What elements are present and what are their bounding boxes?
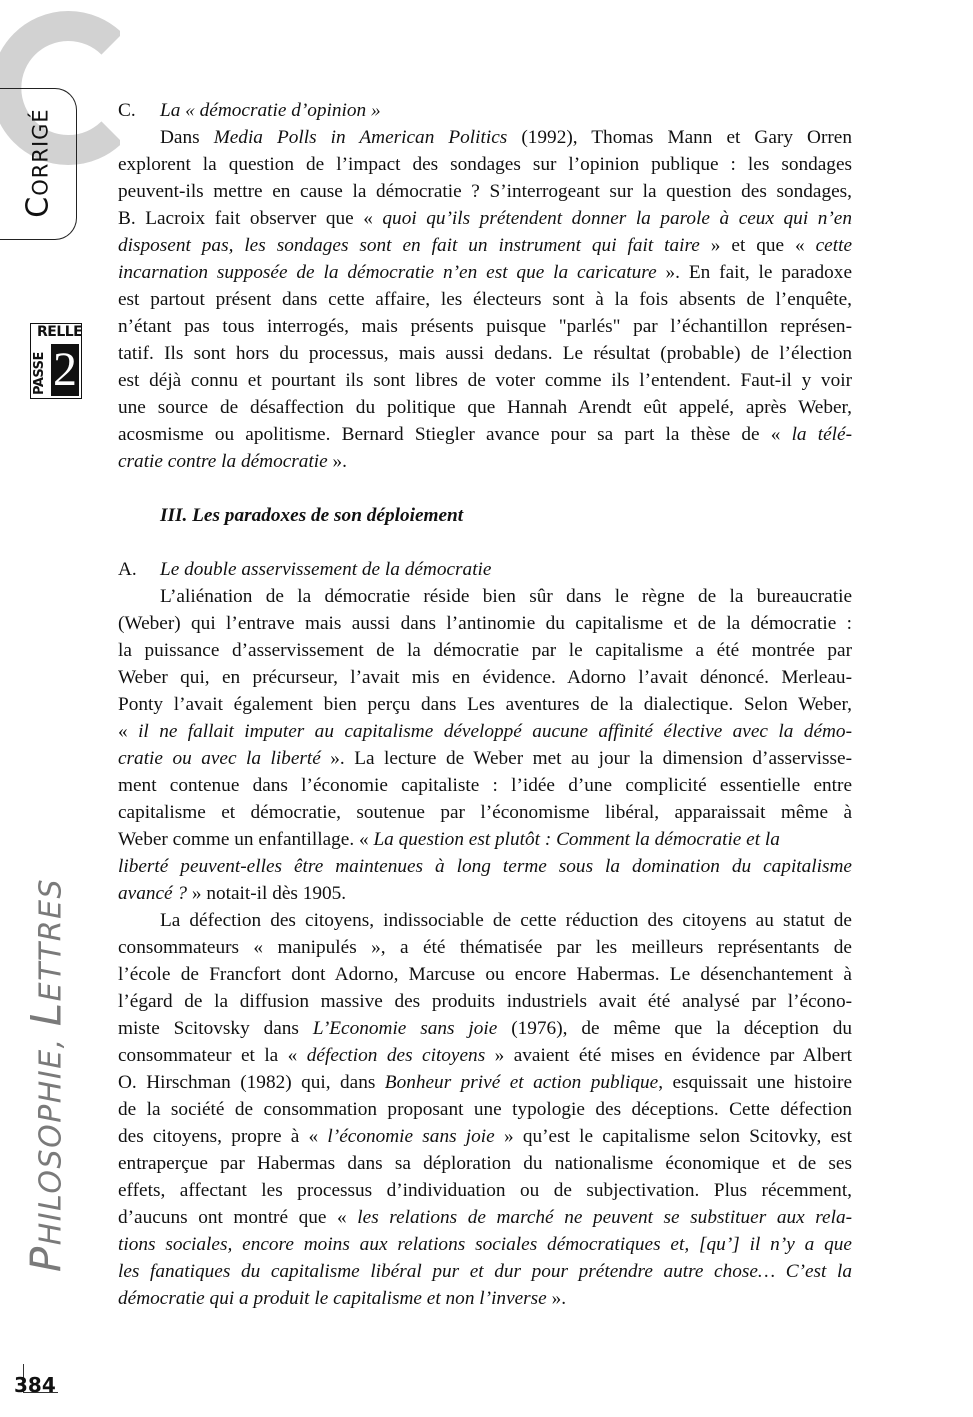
italic-text: défection des citoyens xyxy=(306,1045,486,1066)
text-line xyxy=(118,97,852,124)
corrige-cap: C xyxy=(20,195,56,218)
text-line xyxy=(118,772,852,799)
text-run: O. Hirschman (1982) qui, dans xyxy=(118,1072,385,1093)
italic-text: Le double asservissement de la démocratie xyxy=(160,559,492,580)
text-line xyxy=(118,880,852,907)
collection-text: ETTRES xyxy=(33,877,69,1002)
italic-text: la télé- xyxy=(791,424,852,445)
passerelle-2-logo xyxy=(30,323,82,399)
text-run: ». xyxy=(546,1288,567,1309)
logo-number: 2 xyxy=(53,343,77,396)
text-line xyxy=(118,1258,852,1285)
collection-title xyxy=(22,878,71,1272)
text-run: des citoyens, propre à « xyxy=(118,1126,328,1147)
text-line xyxy=(118,1285,852,1312)
text-run: « xyxy=(118,721,139,742)
section-label: C. xyxy=(118,100,136,121)
italic-text: incarnation supposée de la démocratie n’en est que la caricature xyxy=(118,262,657,283)
text-run: , esquissait une histoire xyxy=(658,1072,852,1093)
text-run: consommateur et la « xyxy=(118,1045,307,1066)
text-run: capitalisme et démocratie, soutenue par l’économisme libéral, apparaissait même à xyxy=(118,802,852,823)
text-line xyxy=(118,340,852,367)
text-run: d’aucuns ont montré que « xyxy=(118,1207,358,1228)
italic-text: cratie contre la démocratie xyxy=(118,451,328,472)
collection-text: HILOSOPHIE, xyxy=(33,1026,69,1246)
text-run: » qu’est le capitalisme selon Scitovky, est xyxy=(494,1126,853,1147)
italic-text: Media Polls in American Politics xyxy=(213,127,508,148)
text-run: (Weber) qui l’entrave mais aussi dans l’antinomie du capitalisme et de la démocratie : xyxy=(118,613,852,634)
text-run: » et que « xyxy=(699,235,816,256)
section-heading: III. Les paradoxes de son déploiement xyxy=(160,505,464,526)
text-line xyxy=(118,691,852,718)
text-run: ». La lecture de Weber met au jour la dimension d’asservisse- xyxy=(320,748,852,769)
text-run: tatif. Ils sont hors du processus, mais aussi dedans. Le résultat (probable) de l’élection xyxy=(118,343,852,364)
text-run: (1976), de même que la déception du xyxy=(497,1018,853,1039)
text-run: consommateurs « manipulés », a été thématisée par les meilleurs représentants de xyxy=(118,937,852,958)
text-line xyxy=(118,286,852,313)
text-run: Ponty l’avait également bien perçu dans Les aventures de la dialectique. Selon Weber, xyxy=(118,694,852,715)
italic-text: il ne fallait imputer au capitalisme développé aucune affinité élective avec la démo- xyxy=(138,721,852,742)
text-line xyxy=(118,718,852,745)
corrige-label xyxy=(21,108,56,217)
text-line xyxy=(118,583,852,610)
text-run: Dans xyxy=(160,127,214,148)
logo-passe: PASSE xyxy=(32,352,47,395)
italic-text: avancé ? xyxy=(118,883,188,904)
text-run: une source de désaffection du politique que Hannah Arendt eût appelé, après Weber, xyxy=(118,397,852,418)
text-line xyxy=(118,1042,852,1069)
text-line xyxy=(118,934,852,961)
text-line xyxy=(118,1069,852,1096)
text-run: » avaient été mises en évidence par Albert xyxy=(485,1045,852,1066)
text-run: (1992), Thomas Mann et Gary Orren xyxy=(507,127,852,148)
page-number: 384 xyxy=(14,1373,56,1397)
text-line xyxy=(118,826,852,853)
text-line xyxy=(118,664,852,691)
text-run: la puissance d’asservissement de la démocratie par le capitalisme a été montrée par xyxy=(118,640,852,661)
italic-text: les fanatiques du capitalisme libéral pur et dur pour prétendre autre chose… C’est la xyxy=(118,1261,852,1282)
text-line xyxy=(118,1204,852,1231)
text-run: explorent la question de l’impact des sondages sur l’opinion publique : les sondages xyxy=(118,154,852,175)
text-run: miste Scitovsky dans xyxy=(118,1018,313,1039)
text-line xyxy=(118,1150,852,1177)
italic-text: cratie ou avec la liberté xyxy=(118,748,321,769)
text-run: ». xyxy=(327,451,347,472)
text-run: Weber comme un enfantillage. « xyxy=(118,829,374,850)
logo-relle: RELLE xyxy=(37,324,83,340)
collection-cap: L xyxy=(21,1001,71,1027)
text-line xyxy=(118,1015,852,1042)
text-line xyxy=(118,853,852,880)
italic-text: l’économie sans joie xyxy=(327,1126,495,1147)
text-run: acosmisme ou apolitisme. Bernard Stiegler avance pour sa part la thèse de « xyxy=(118,424,792,445)
text-run: est partout présent dans cette affaire, les électeurs sont à la fois absents de l’enquête, xyxy=(118,289,852,310)
text-line xyxy=(118,1231,852,1258)
text-run: Weber qui, en précurseur, l’avait mis en évidence. Adorno l’avait dénoncé. Merleau- xyxy=(118,667,852,688)
text-run: B. Lacroix fait observer que « xyxy=(118,208,383,229)
text-run: peuvent-ils mettre en cause la démocratie ? S’interrogeant sur la question des sondages, xyxy=(118,181,852,202)
italic-text: liberté peuvent-elles être maintenues à long terme sous la domination du capitalisme xyxy=(118,856,852,877)
text-line xyxy=(118,178,852,205)
text-line xyxy=(118,1123,852,1150)
blank-line xyxy=(118,529,852,556)
text-line xyxy=(118,367,852,394)
collection-cap: P xyxy=(21,1245,71,1273)
text-run: l’école de Francfort dont Adorno, Marcuse ou encore Habermas. Le désenchantement à xyxy=(118,964,852,985)
text-line xyxy=(118,637,852,664)
text-run: effets, affectant les processus d’individuation ou de subjectivation. Plus récemment, xyxy=(118,1180,852,1201)
blank-line xyxy=(118,475,852,502)
text-line xyxy=(118,259,852,286)
section-label: A. xyxy=(118,559,137,580)
text-run: entraperçue par Habermas dans sa déploration du nationalisme économique et de ses xyxy=(118,1153,852,1174)
text-line xyxy=(118,961,852,988)
text-line xyxy=(118,745,852,772)
text-line xyxy=(118,1096,852,1123)
text-run: ment contenue dans l’économie capitaliste : l’idée d’une complicité essentielle entre xyxy=(118,775,852,796)
text-line xyxy=(118,988,852,1015)
text-line xyxy=(118,1177,852,1204)
italic-text: Bonheur privé et action publique xyxy=(384,1072,659,1093)
text-run: L’aliénation de la démocratie réside bien sûr dans le règne de la bureaucratie xyxy=(160,586,852,607)
text-run: n’étant pas tous interrogés, mais présents puisque "parlés" par l’échantillon représen- xyxy=(118,316,852,337)
text-run: » notait-il dès 1905. xyxy=(187,883,347,904)
text-line xyxy=(118,232,852,259)
text-line xyxy=(118,556,852,583)
text-run: est déjà connu et pourtant ils sont libres de voter comme ils l’entendent. Faut-il y voir xyxy=(118,370,852,391)
text-line xyxy=(118,448,852,475)
text-run: La défection des citoyens, indissociable de cette réduction des citoyens au statut de xyxy=(160,910,852,931)
corrige-rest: ORRIGÉ xyxy=(28,108,53,196)
text-run: de la société de consommation proposant une typologie des déceptions. Cette défection xyxy=(118,1099,852,1120)
italic-text: tions sociales, encore moins aux relations sociales démocratiques et, [qu’] il n’y a que xyxy=(118,1234,852,1255)
italic-text: cette xyxy=(815,235,852,256)
text-line xyxy=(118,421,852,448)
text-line xyxy=(118,907,852,934)
italic-text: disposent pas, les sondages sont en fait un instrument qui fait taire xyxy=(118,235,700,256)
text-line xyxy=(118,151,852,178)
text-line xyxy=(118,394,852,421)
text-line xyxy=(118,313,852,340)
text-line xyxy=(118,502,852,529)
text-run: l’égard de la diffusion massive des produits industriels avait été analysé par l’écono- xyxy=(118,991,852,1012)
italic-text: La « démocratie d’opinion » xyxy=(160,100,381,121)
italic-text: La question est plutôt : Comment la démocratie et la xyxy=(373,829,780,850)
italic-text: les relations de marché ne peuvent se substituer aux rela- xyxy=(357,1207,853,1228)
text-run: ». En fait, le paradoxe xyxy=(656,262,853,283)
text-line xyxy=(118,610,852,637)
text-line xyxy=(118,124,852,151)
document-body xyxy=(118,97,852,1312)
text-line xyxy=(118,205,852,232)
text-line xyxy=(118,799,852,826)
italic-text: quoi qu’ils prétendent donner la parole à ceux qui n’en xyxy=(382,208,852,229)
italic-text: L’Economie sans joie xyxy=(312,1018,498,1039)
italic-text: démocratie qui a produit le capitalisme et non l’inverse xyxy=(118,1288,547,1309)
